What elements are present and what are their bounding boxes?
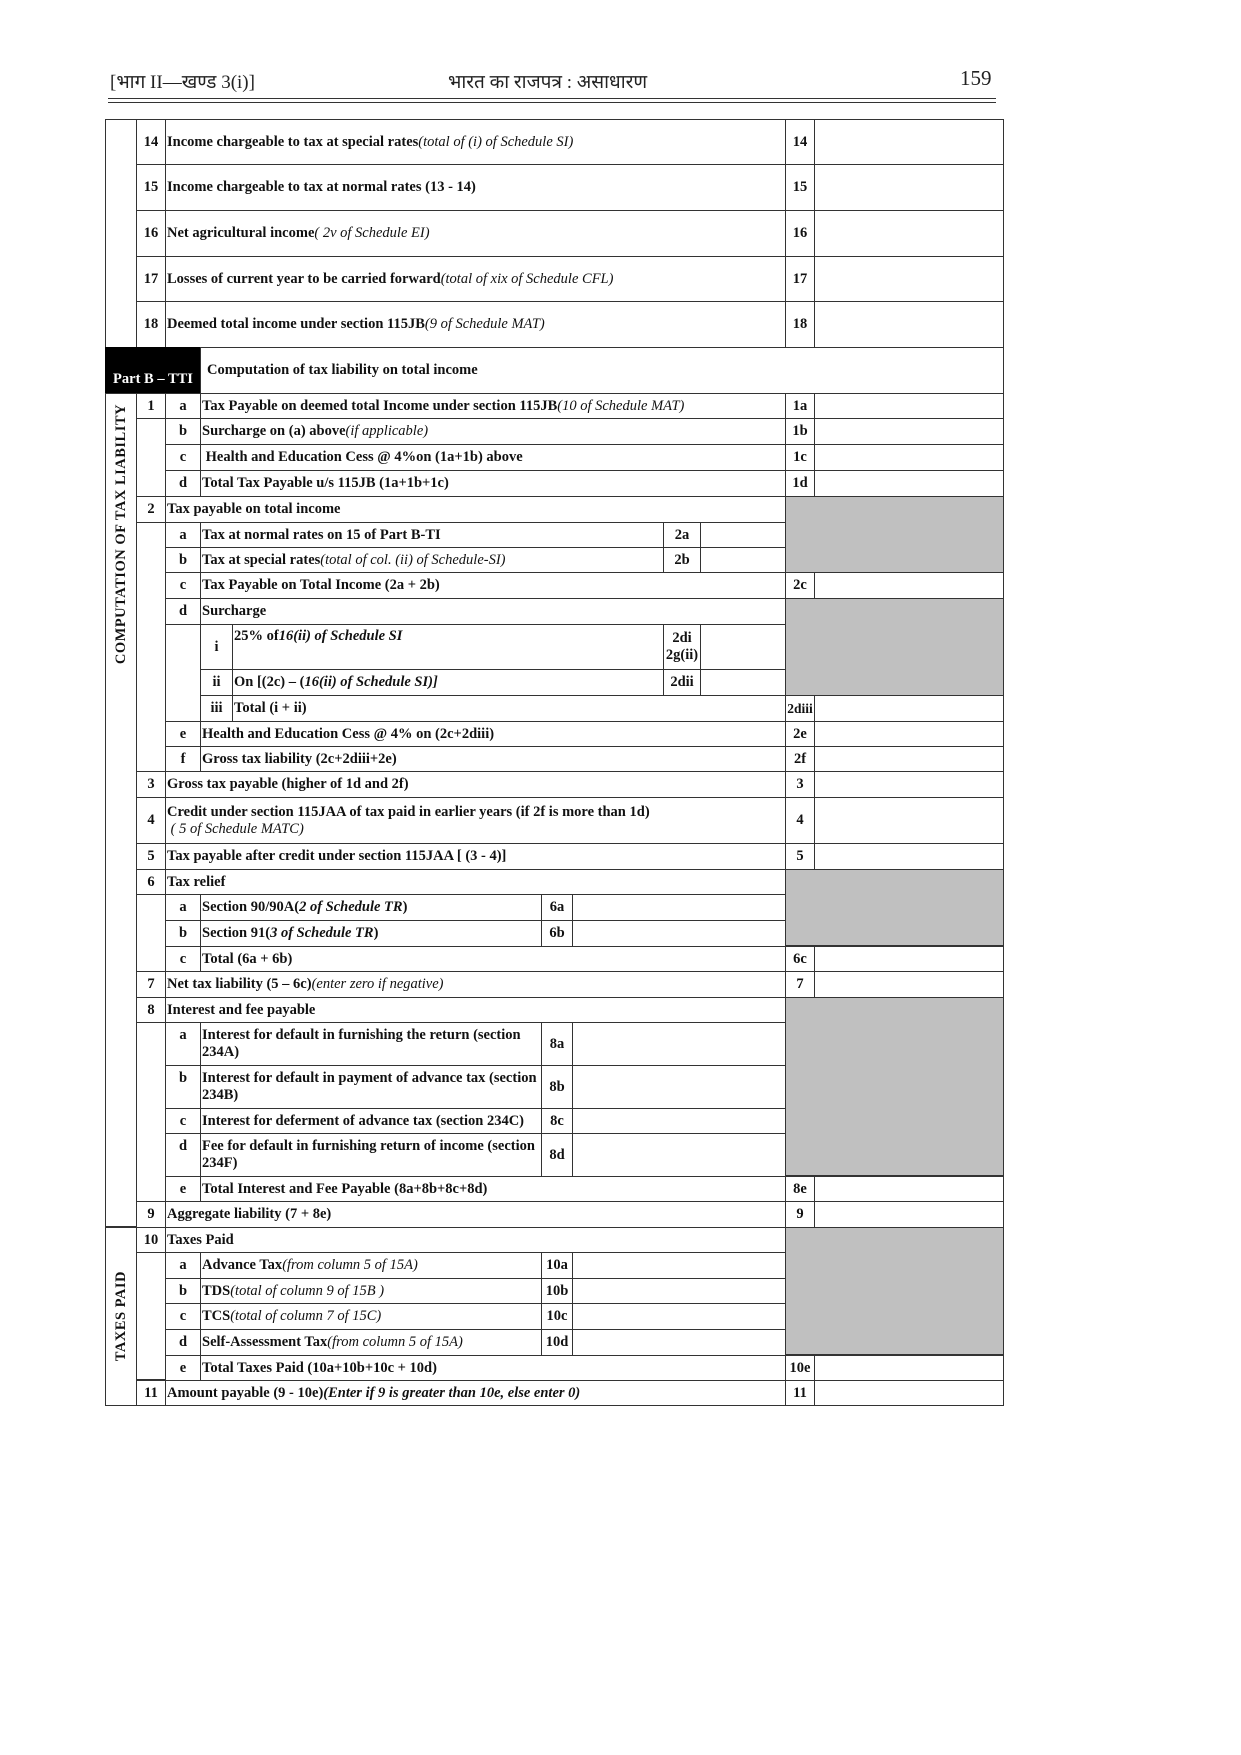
indent-blank xyxy=(136,418,166,497)
row-letter: f xyxy=(165,746,201,772)
value-field-10b[interactable] xyxy=(572,1278,786,1304)
part-b-tti-title: Computation of tax liability on total income xyxy=(200,347,1004,394)
row-letter: b xyxy=(165,1065,201,1109)
header-part-section: [भाग II—खण्ड 3(i)] xyxy=(110,72,255,93)
row-letter: b xyxy=(165,547,201,573)
ref-label: 10d xyxy=(541,1329,573,1356)
row-number: 18 xyxy=(136,301,166,348)
row-letter: b xyxy=(165,418,201,445)
row-number: 14 xyxy=(136,119,166,165)
value-field-17[interactable] xyxy=(814,256,1004,302)
row-label-15: Income chargeable to tax at normal rates (13 - 14) xyxy=(165,164,786,211)
value-field-2e[interactable] xyxy=(814,721,1004,747)
value-field-10a[interactable] xyxy=(572,1252,786,1279)
row-letter: d xyxy=(165,1329,201,1356)
section-computation-of-tax-liability: COMPUTATION OF TAX LIABILITY xyxy=(105,393,137,1227)
row-label-2dii: On [(2c) – ( 16(ii) of Schedule SI)] xyxy=(232,669,664,696)
row-label-2a: Tax at normal rates on 15 of Part B-TI xyxy=(200,522,664,548)
row-letter: e xyxy=(165,721,201,747)
row-label-8e: Total Interest and Fee Payable (8a+8b+8c+8d) xyxy=(200,1176,786,1202)
value-field-10e[interactable] xyxy=(814,1355,1004,1381)
ref-label: 8b xyxy=(541,1065,573,1109)
row-label-2diii: Total (i + ii) xyxy=(232,695,786,722)
row-letter: c xyxy=(165,946,201,972)
value-field-10d[interactable] xyxy=(572,1329,786,1356)
value-field-3[interactable] xyxy=(814,771,1004,798)
row-number: 11 xyxy=(136,1380,166,1406)
row-label-8c: Interest for deferment of advance tax (section 234C) xyxy=(200,1108,542,1134)
ref-label: 7 xyxy=(785,971,815,998)
row-label-2: Tax payable on total income xyxy=(165,496,786,523)
indent-blank xyxy=(136,522,166,772)
value-field-6c[interactable] xyxy=(814,946,1004,972)
row-label-14: Income chargeable to tax at special rates (total of (i) of Schedule SI) xyxy=(165,119,786,165)
ref-label: 16 xyxy=(785,210,815,257)
row-label-8d: Fee for default in furnishing return of income (section 234F) xyxy=(200,1133,542,1177)
ref-label: 2b xyxy=(663,547,701,573)
row-label-8a: Interest for default in furnishing the return (section 234A) xyxy=(200,1022,542,1066)
row-number: 16 xyxy=(136,210,166,257)
ref-label: 18 xyxy=(785,301,815,348)
value-field-8c[interactable] xyxy=(572,1108,786,1134)
ref-label: 1a xyxy=(785,393,815,419)
ref-label: 2a xyxy=(663,522,701,548)
ref-label: 10b xyxy=(541,1278,573,1304)
header-rule xyxy=(108,98,996,99)
row-label-2c: Tax Payable on Total Income (2a + 2b) xyxy=(200,572,786,599)
value-field-2diii[interactable] xyxy=(814,695,1004,722)
row-number: 1 xyxy=(136,393,166,419)
value-field-9[interactable] xyxy=(814,1201,1004,1228)
row-label-18: Deemed total income under section 115JB (9 of Schedule MAT) xyxy=(165,301,786,348)
row-label-10b: TDS (total of column 9 of 15B ) xyxy=(200,1278,542,1304)
row-roman: ii xyxy=(200,669,233,696)
ref-label: 8d xyxy=(541,1133,573,1177)
row-letter: a xyxy=(165,393,201,419)
ref-label: 6b xyxy=(541,920,573,947)
row-letter: b xyxy=(165,1278,201,1304)
row-label-2f: Gross tax liability (2c+2diii+2e) xyxy=(200,746,786,772)
row-label-6b: Section 91( 3 of Schedule TR ) xyxy=(200,920,542,947)
row-label-1d: Total Tax Payable u/s 115JB (1a+1b+1c) xyxy=(200,470,786,497)
row-letter: d xyxy=(165,598,201,625)
ref-label: 2e xyxy=(785,721,815,747)
ref-label: 10e xyxy=(785,1355,815,1381)
ref-label: 11 xyxy=(785,1380,815,1406)
row-label-9: Aggregate liability (7 + 8e) xyxy=(165,1201,786,1228)
row-number: 5 xyxy=(136,843,166,870)
row-number: 8 xyxy=(136,997,166,1023)
shaded-cell xyxy=(785,997,1004,1176)
ref-label: 3 xyxy=(785,771,815,798)
row-number: 17 xyxy=(136,256,166,302)
ref-label: 8e xyxy=(785,1176,815,1202)
row-letter: d xyxy=(165,470,201,497)
row-label-16: Net agricultural income ( 2v of Schedule EI) xyxy=(165,210,786,257)
value-field-14[interactable] xyxy=(814,119,1004,165)
ref-label: 6c xyxy=(785,946,815,972)
header-rule xyxy=(108,102,996,103)
value-field-2c[interactable] xyxy=(814,572,1004,599)
row-label-10d: Self-Assessment Tax (from column 5 of 15A) xyxy=(200,1329,542,1356)
indent-blank xyxy=(136,894,166,972)
row-letter: a xyxy=(165,894,201,921)
ref-label: 2dii xyxy=(663,669,701,696)
ref-label: 2di 2g(ii) xyxy=(663,624,701,670)
indent-blank xyxy=(136,1022,166,1202)
value-field-2f[interactable] xyxy=(814,746,1004,772)
shaded-cell xyxy=(785,1227,1004,1355)
header-gazette-title: भारत का राजपत्र : असाधारण xyxy=(448,72,648,93)
row-label-1b: Surcharge on (a) above (if applicable) xyxy=(200,418,786,445)
indent-blank xyxy=(165,624,201,722)
value-field-7[interactable] xyxy=(814,971,1004,998)
value-field-10c[interactable] xyxy=(572,1303,786,1330)
ref-label: 15 xyxy=(785,164,815,211)
row-number: 10 xyxy=(136,1227,166,1253)
row-letter: a xyxy=(165,522,201,548)
value-field-2b[interactable] xyxy=(700,547,786,573)
row-number: 6 xyxy=(136,869,166,895)
value-field-1c[interactable] xyxy=(814,444,1004,471)
shaded-cell xyxy=(785,598,1004,696)
row-label-4: Credit under section 115JAA of tax paid in earlier years (if 2f is more than 1d) ( 5 of Schedule MATC) xyxy=(165,797,786,844)
value-field-4[interactable] xyxy=(814,797,1004,844)
shaded-cell xyxy=(785,869,1004,946)
row-roman: iii xyxy=(200,695,233,722)
ref-label: 2c xyxy=(785,572,815,599)
value-field-8d[interactable] xyxy=(572,1133,786,1177)
value-field-5[interactable] xyxy=(814,843,1004,870)
row-label-8b: Interest for default in payment of advance tax (section 234B) xyxy=(200,1065,542,1109)
row-label-7: Net tax liability (5 – 6c) (enter zero if negative) xyxy=(165,971,786,998)
row-number: 7 xyxy=(136,971,166,998)
row-label-2di: 25% of 16(ii) of Schedule SI xyxy=(232,624,664,670)
row-letter: e xyxy=(165,1176,201,1202)
value-field-6b[interactable] xyxy=(572,920,786,947)
row-number: 3 xyxy=(136,771,166,798)
value-field-1d[interactable] xyxy=(814,470,1004,497)
row-label-10a: Advance Tax (from column 5 of 15A) xyxy=(200,1252,542,1279)
row-letter: d xyxy=(165,1133,201,1177)
row-letter: e xyxy=(165,1355,201,1381)
row-letter: a xyxy=(165,1022,201,1066)
row-letter: b xyxy=(165,920,201,947)
value-field-8a[interactable] xyxy=(572,1022,786,1066)
section-taxes-paid: TAXES PAID xyxy=(105,1227,137,1406)
ref-label: 9 xyxy=(785,1201,815,1228)
indent-blank xyxy=(136,1252,166,1380)
value-field-6a[interactable] xyxy=(572,894,786,921)
row-label-10c: TCS (total of column 7 of 15C) xyxy=(200,1303,542,1330)
row-label-11: Amount payable (9 - 10e) (Enter if 9 is greater than 10e, else enter 0) xyxy=(165,1380,786,1406)
page-number: 159 xyxy=(960,66,992,90)
value-field-18[interactable] xyxy=(814,301,1004,348)
ref-label: 1c xyxy=(785,444,815,471)
ref-label: 2diii xyxy=(785,695,815,722)
row-label-6c: Total (6a + 6b) xyxy=(200,946,786,972)
row-letter: c xyxy=(165,1108,201,1134)
row-label-5: Tax payable after credit under section 115JAA [ (3 - 4)] xyxy=(165,843,786,870)
ref-label: 17 xyxy=(785,256,815,302)
ref-label: 1d xyxy=(785,470,815,497)
row-label-17: Losses of current year to be carried forward (total of xix of Schedule CFL) xyxy=(165,256,786,302)
row-label-1c: Health and Education Cess @ 4%on (1a+1b) above xyxy=(200,444,786,471)
row-letter: c xyxy=(165,444,201,471)
ref-label: 10a xyxy=(541,1252,573,1279)
row-roman: i xyxy=(200,624,233,670)
section-column-blank xyxy=(105,119,137,348)
row-letter: a xyxy=(165,1252,201,1279)
value-field-15[interactable] xyxy=(814,164,1004,211)
row-label-10: Taxes Paid xyxy=(165,1227,786,1253)
row-letter: c xyxy=(165,572,201,599)
ref-label: 14 xyxy=(785,119,815,165)
part-b-tti-badge: Part B – TTI xyxy=(105,347,201,394)
ref-label: 5 xyxy=(785,843,815,870)
ref-label: 4 xyxy=(785,797,815,844)
value-field-8e[interactable] xyxy=(814,1176,1004,1202)
row-number: 15 xyxy=(136,164,166,211)
row-label-2b: Tax at special rates (total of col. (ii) of Schedule-SI) xyxy=(200,547,664,573)
ref-label: 10c xyxy=(541,1303,573,1330)
row-number: 4 xyxy=(136,797,166,844)
row-letter: c xyxy=(165,1303,201,1330)
value-field-16[interactable] xyxy=(814,210,1004,257)
row-label-1a: Tax Payable on deemed total Income under section 115JB (10 of Schedule MAT) xyxy=(200,393,786,419)
ref-label: 8a xyxy=(541,1022,573,1066)
row-label-2e: Health and Education Cess @ 4% on (2c+2diii) xyxy=(200,721,786,747)
row-label-8: Interest and fee payable xyxy=(165,997,786,1023)
ref-label: 2f xyxy=(785,746,815,772)
value-field-2a[interactable] xyxy=(700,522,786,548)
row-label-6a: Section 90/90A( 2 of Schedule TR ) xyxy=(200,894,542,921)
value-field-11[interactable] xyxy=(814,1380,1004,1406)
row-number: 9 xyxy=(136,1201,166,1228)
row-label-6: Tax relief xyxy=(165,869,786,895)
ref-label: 1b xyxy=(785,418,815,445)
row-label-10e: Total Taxes Paid (10a+10b+10c + 10d) xyxy=(200,1355,786,1381)
value-field-2di[interactable] xyxy=(700,624,786,670)
value-field-2dii[interactable] xyxy=(700,669,786,696)
ref-label: 8c xyxy=(541,1108,573,1134)
ref-label: 6a xyxy=(541,894,573,921)
row-label-3: Gross tax payable (higher of 1d and 2f) xyxy=(165,771,786,798)
row-number: 2 xyxy=(136,496,166,523)
row-label-2d: Surcharge xyxy=(200,598,786,625)
shaded-cell xyxy=(785,496,1004,573)
value-field-1a[interactable] xyxy=(814,393,1004,419)
value-field-1b[interactable] xyxy=(814,418,1004,445)
value-field-8b[interactable] xyxy=(572,1065,786,1109)
